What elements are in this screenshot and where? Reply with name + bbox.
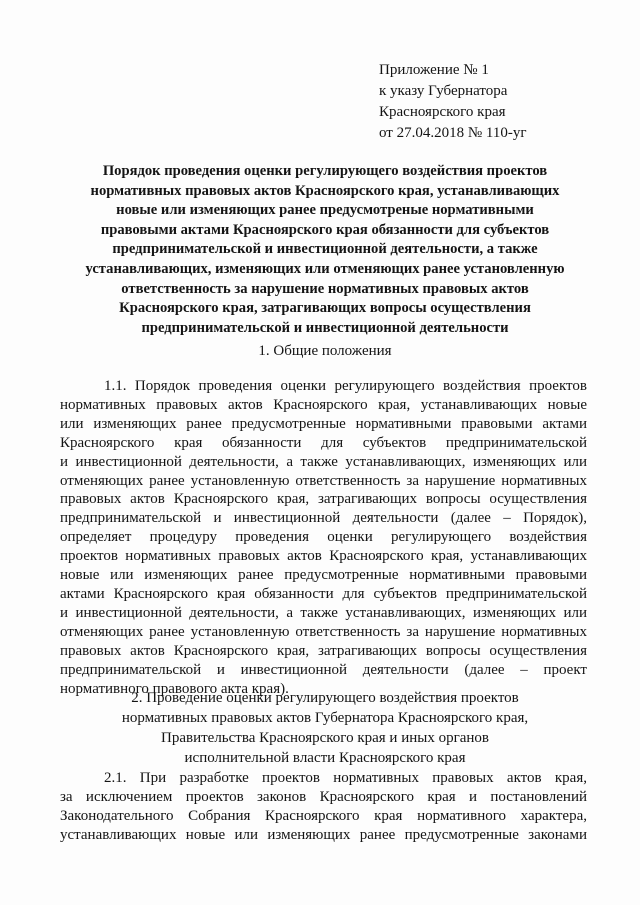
paragraph-line: или изменяющих ранее предусмотренные нормативными правовыми актами	[60, 415, 587, 432]
paragraph-line: устанавливающих новые или изменяющих ранее предусмотренные законами	[60, 826, 587, 843]
title-line: нормативных правовых актов Красноярского края, устанавливающих	[90, 182, 560, 199]
section-2-heading	[60, 688, 590, 768]
appendix-line: Красноярского края	[379, 104, 506, 120]
paragraph-line: за исключением проектов законов Красноярского края и постановлений	[60, 788, 587, 805]
section-heading-line: 1. Общие положения	[258, 343, 392, 359]
paragraph-1-1	[60, 377, 587, 698]
title-line: Порядок проведения оценки регулирующего воздействия проектов	[102, 163, 548, 179]
title-line: правовыми актами Красноярского края обязанности для субъектов	[100, 221, 550, 238]
paragraph-line: правовых актов Красноярского края, затрагивающих вопросы осуществления	[60, 642, 587, 659]
section-heading-line: 2. Проведение оценки регулирующего воздействия проектов	[131, 690, 519, 706]
appendix-line: от 27.04.2018 № 110-уг	[379, 125, 527, 141]
title-line: предпринимательской и инвестиционной деятельности	[141, 319, 509, 336]
paragraph-line: 1.1. Порядок проведения оценки регулирующего воздействия проектов	[104, 378, 587, 394]
paragraph-line: правовых актов Красноярского края, затрагивающих вопросы осуществления	[60, 491, 587, 508]
paragraph-line: нормативного правового акта края).	[60, 680, 289, 697]
title-line: Красноярского края, затрагивающих вопросы осуществления	[119, 300, 531, 317]
paragraph-line: актами Красноярского края обязанности для субъектов предпринимательской	[60, 585, 587, 602]
section-heading-line: исполнительной власти Красноярского края	[184, 750, 466, 766]
section-heading-line: Правительства Красноярского края и иных органов	[161, 730, 489, 746]
title-line: устанавливающих, изменяющих или отменяющих ранее установленную	[85, 260, 565, 277]
section-1-heading	[60, 341, 590, 361]
document-title	[60, 162, 590, 338]
paragraph-line: нормативных правовых актов Красноярского края, устанавливающих новые	[60, 396, 587, 413]
paragraph-line: и инвестиционной деятельности, а также устанавливающих, изменяющих или	[60, 453, 587, 470]
paragraph-line: предпринимательской и инвестиционной деятельности (далее – проект	[60, 661, 587, 678]
paragraph-line: и инвестиционной деятельности, а также устанавливающих, изменяющих или	[60, 604, 587, 621]
paragraph-line: определяет процедуру проведения оценки регулирующего воздействия	[60, 529, 587, 546]
paragraph-line: отменяющих ранее установленную ответственность за нарушение нормативных	[60, 623, 587, 640]
appendix-block	[379, 60, 527, 144]
paragraph-line: Красноярского края обязанности для субъектов предпринимательской	[60, 434, 587, 451]
paragraph-line: 2.1. При разработке проектов нормативных правовых актов края,	[104, 770, 587, 786]
title-line: ответственность за нарушение нормативных правовых актов	[121, 280, 529, 297]
appendix-line: Приложение № 1	[379, 62, 489, 78]
section-heading-line: нормативных правовых актов Губернатора Красноярского края,	[121, 710, 529, 726]
title-line: предпринимательской и инвестиционной деятельности, а также	[112, 241, 538, 258]
paragraph-2-1	[60, 769, 587, 845]
title-line: новые или изменяющих ранее предусмотреные нормативными	[116, 202, 534, 219]
paragraph-line: проектов нормативных правовых актов Красноярского края, устанавливающих	[60, 548, 587, 565]
paragraph-line: предпринимательской и инвестиционной деятельности (далее – Порядок),	[60, 510, 587, 527]
paragraph-line: новые или изменяющих ранее предусмотренные нормативными правовыми	[60, 567, 587, 584]
appendix-line: к указу Губернатора	[379, 83, 508, 99]
paragraph-line: Законодательного Собрания Красноярского края нормативного характера,	[60, 807, 587, 824]
paragraph-line: отменяющих ранее установленную ответственность за нарушение нормативных	[60, 472, 587, 489]
